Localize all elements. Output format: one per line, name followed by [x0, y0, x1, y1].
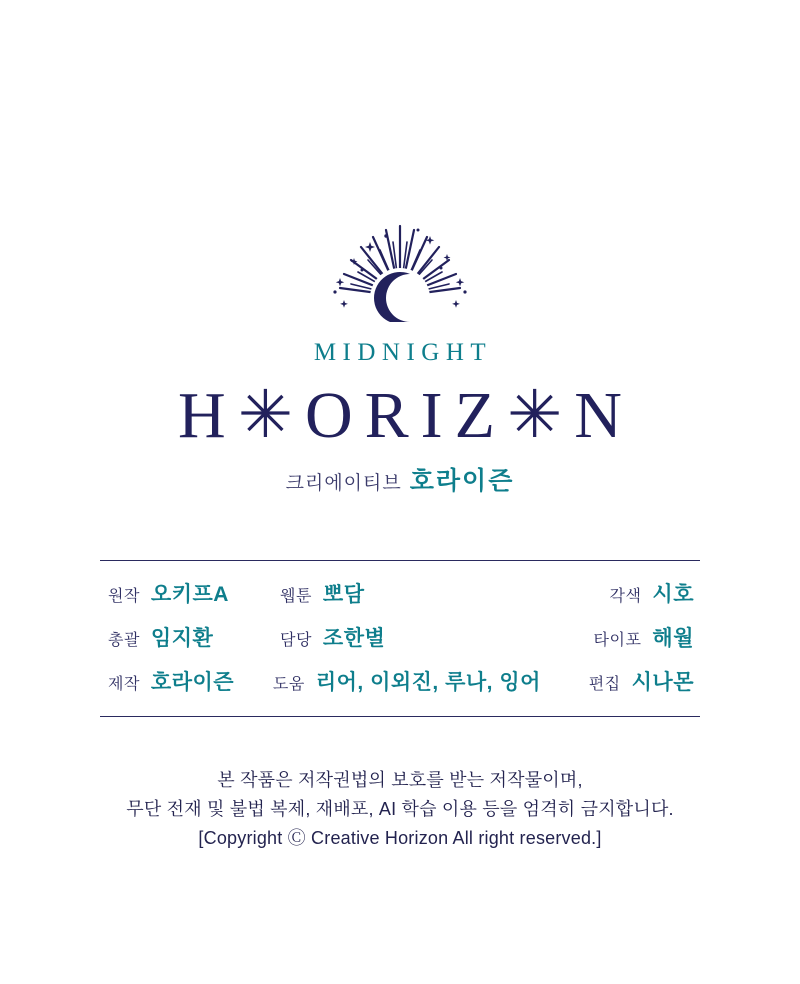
credits-divider-top: [100, 560, 700, 561]
credit-label: 원작: [108, 588, 140, 605]
credits-divider-bottom: [100, 716, 700, 717]
credit-cell-webtoon: [272, 578, 534, 608]
credit-cell-production: [100, 666, 265, 696]
credit-label: 총괄: [108, 632, 140, 649]
star-glyph-2: ✳: [506, 379, 575, 452]
copyright-line-2: 무단 전재 및 불법 복제, 재배포, AI 학습 이용 등을 엄격히 금지합니다.: [126, 799, 674, 819]
table-row: [100, 666, 700, 710]
credit-cell-general-manager: [100, 622, 272, 652]
subtitle-horizon: 호라이즌: [409, 467, 515, 495]
wordmark-horizon-h: H: [178, 379, 238, 452]
credit-cell-original: [100, 578, 272, 608]
credit-value: 조한별: [322, 627, 386, 650]
credit-label: 담당: [280, 632, 312, 649]
credit-value: 시나몬: [631, 671, 694, 694]
credit-value: 오키프A: [150, 583, 229, 606]
wordmark-horizon-n: N: [574, 379, 634, 452]
table-row: [100, 622, 700, 666]
wordmark-horizon-oriz: ORIZ: [305, 379, 507, 452]
wordmark-subtitle: [0, 469, 800, 494]
credit-cell-help: [265, 666, 541, 696]
star-glyph-1: ✳: [237, 379, 305, 452]
wordmark-block: [0, 340, 800, 494]
credit-label: 웹툰: [280, 588, 312, 605]
credit-cell-in-charge: [272, 622, 534, 652]
wordmark-midnight: MIDNIGHT: [313, 339, 493, 366]
table-row: [100, 578, 700, 622]
credit-label: 편집: [588, 676, 621, 693]
sunburst-crescent-moon-star-emblem-icon: [310, 212, 490, 322]
credit-value: 호라이즌: [150, 671, 235, 694]
credit-cell-typography: [534, 622, 700, 652]
subtitle-creative: 크리에이티브: [285, 473, 402, 494]
credit-value: 뽀담: [322, 583, 365, 606]
credits-table: [100, 578, 700, 710]
credit-cell-editing: [541, 666, 700, 696]
credit-cell-adaptation: [534, 578, 700, 608]
wordmark-horizon: [0, 379, 800, 452]
copyright-line-1: 본 작품은 저작권법의 보호를 받는 저작물이며,: [217, 770, 583, 790]
credit-label: 각색: [609, 588, 642, 605]
copyright-notice: [0, 766, 800, 853]
credit-label: 타이포: [593, 632, 642, 649]
credit-value: 임지환: [150, 627, 214, 650]
logo-emblem-block: [0, 212, 800, 322]
credit-label: 제작: [108, 676, 140, 693]
credit-value: 리어, 이외진, 루나, 잉어: [315, 671, 541, 694]
credit-value: 해월: [652, 627, 694, 650]
credit-label: 도움: [272, 676, 305, 693]
credit-value: 시호: [652, 583, 694, 606]
copyright-line-3: [Copyright Ⓒ Creative Horizon All right reserved.]: [198, 828, 602, 848]
